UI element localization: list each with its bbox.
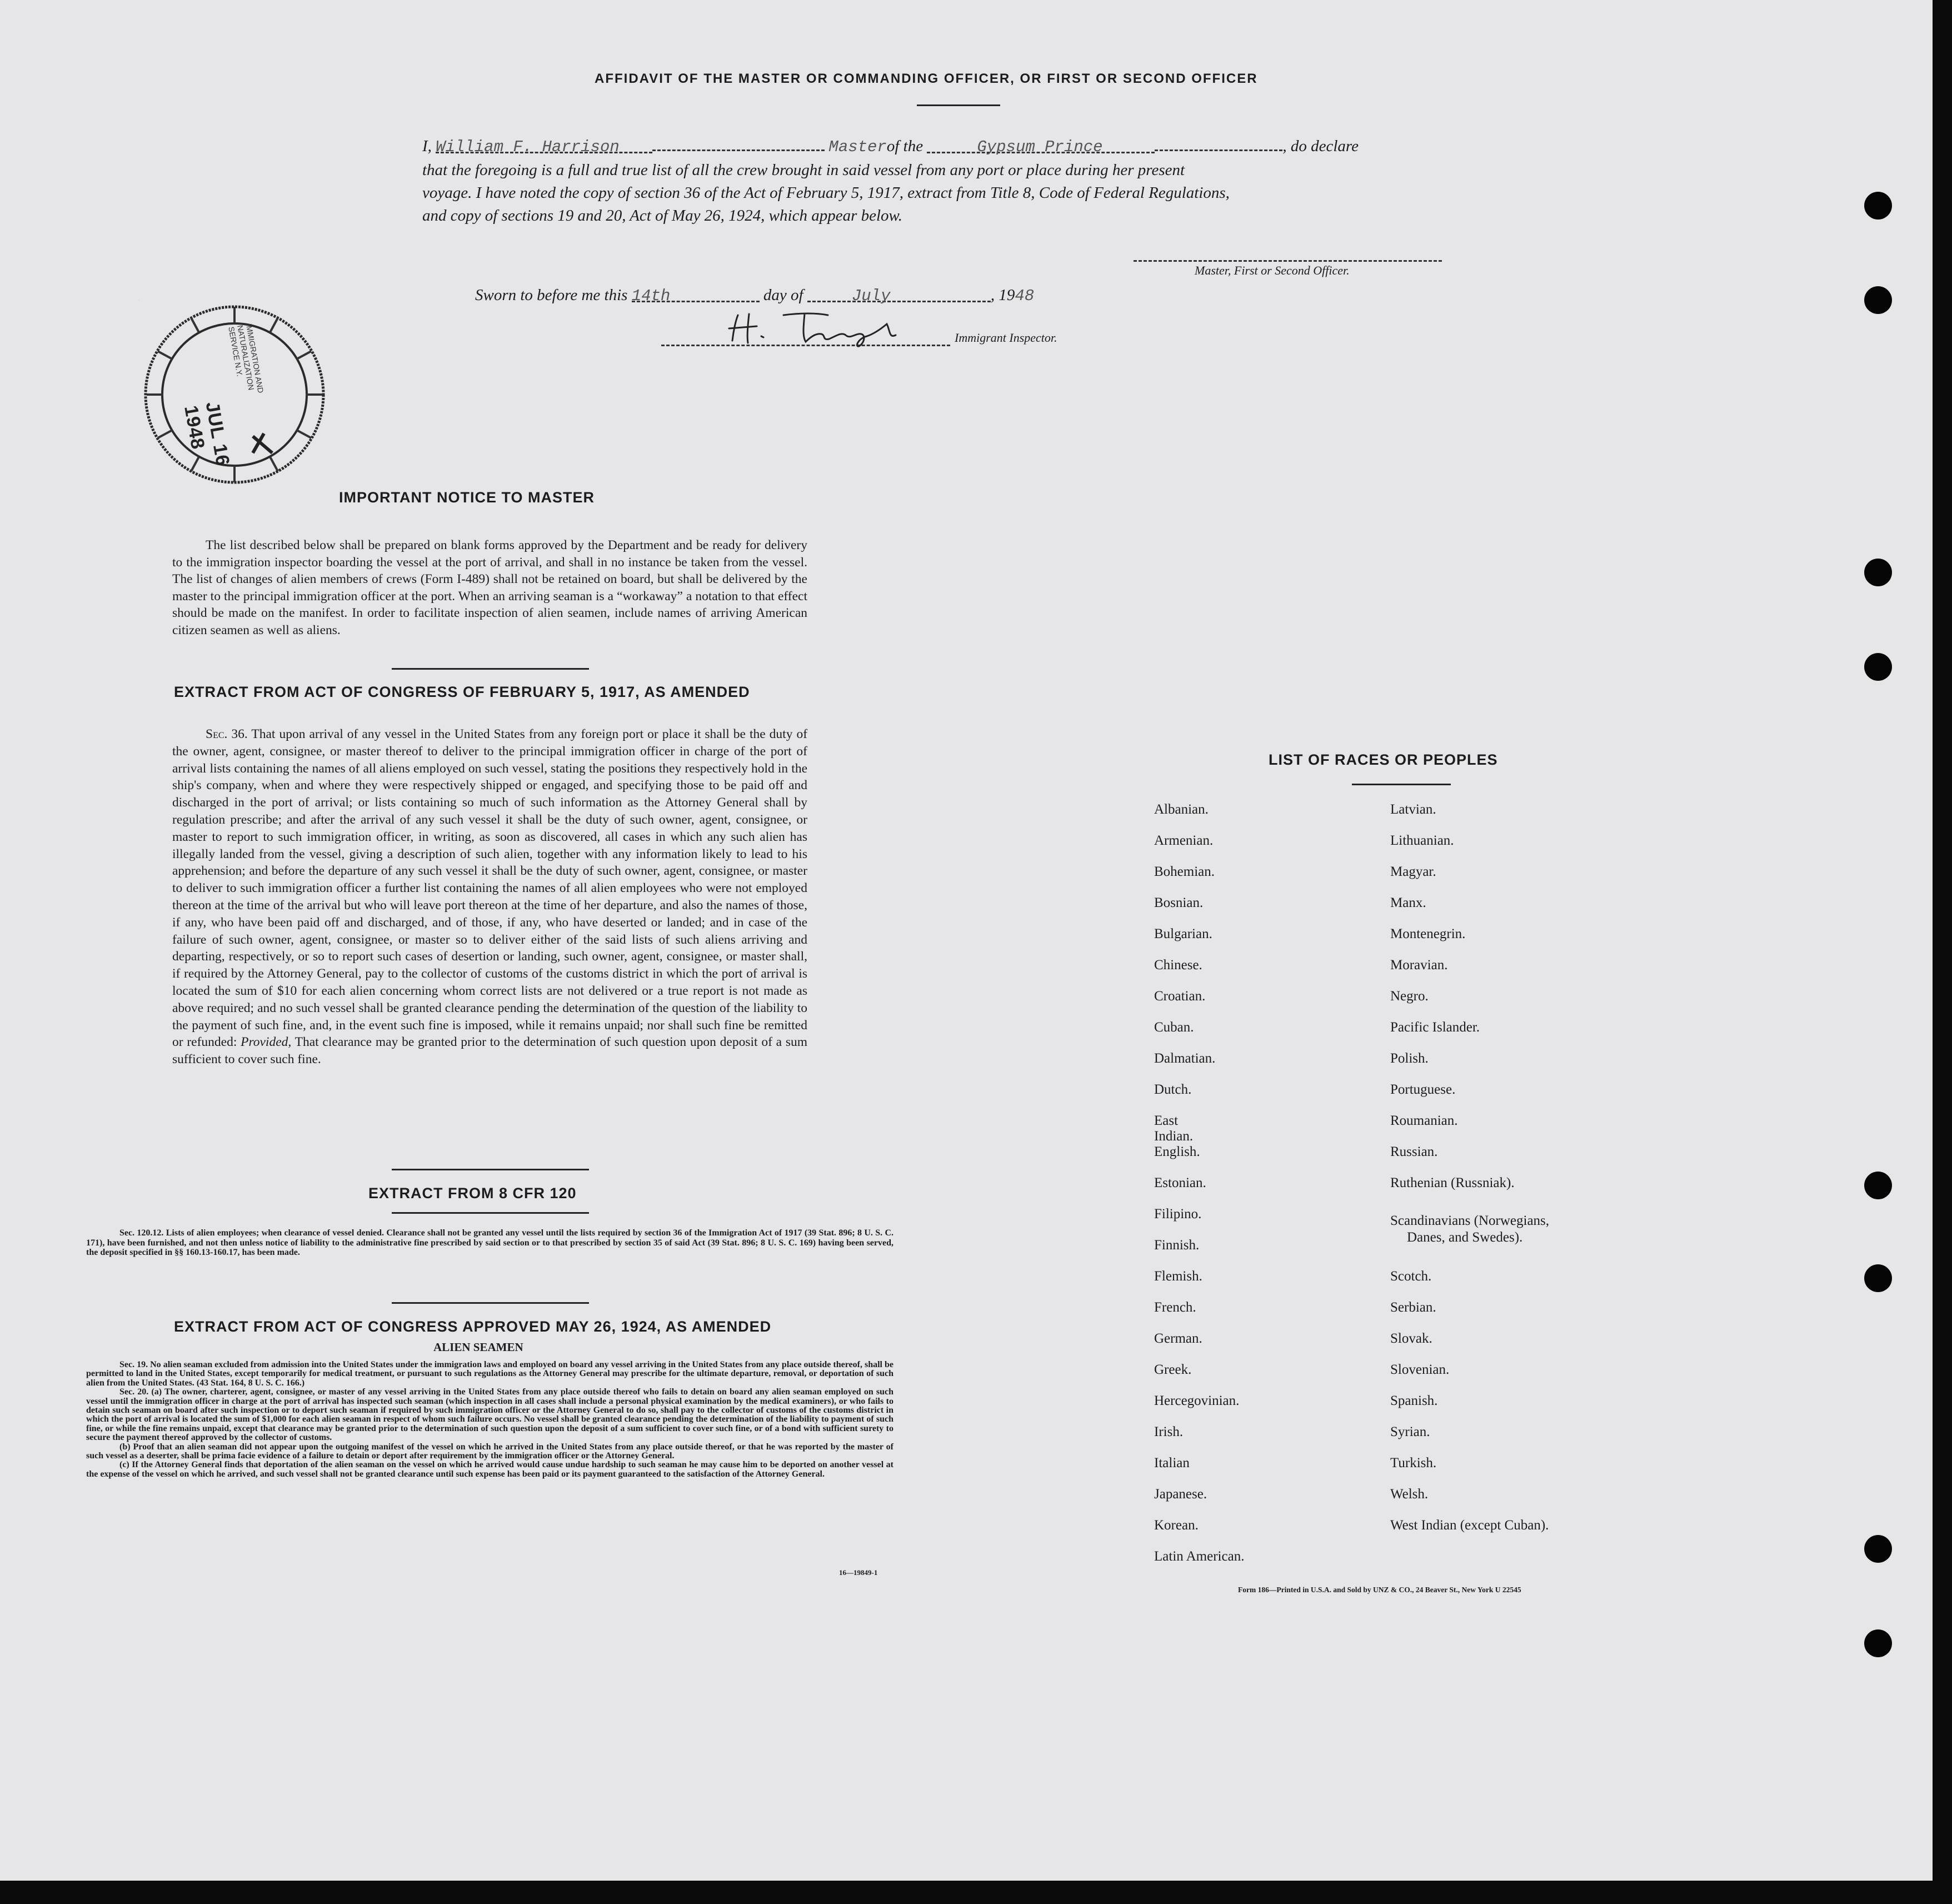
sec-36-text-b: That clearance may be granted prior to the determination of such question upon deposit of a sum sufficient to cover such fine. bbox=[172, 1035, 807, 1067]
declarant-prefix: I, bbox=[422, 137, 432, 155]
race-item: Scotch. bbox=[1390, 1269, 1432, 1284]
sec-36-label: Sec. 36. bbox=[206, 727, 248, 741]
vessel-name-field bbox=[927, 137, 1155, 156]
race-item: Cuban. bbox=[1154, 1020, 1194, 1035]
binder-hole bbox=[1864, 1629, 1892, 1657]
inspector-signature bbox=[722, 308, 933, 350]
race-item: Dutch. bbox=[1154, 1082, 1192, 1097]
divider bbox=[1352, 784, 1451, 785]
race-item: Latin American. bbox=[1154, 1549, 1245, 1564]
race-item: Welsh. bbox=[1390, 1487, 1429, 1502]
race-item: Portuguese. bbox=[1390, 1082, 1456, 1097]
month-value: July bbox=[851, 287, 891, 305]
race-item: Bulgarian. bbox=[1154, 926, 1212, 941]
race-item: Slovak. bbox=[1390, 1331, 1432, 1346]
affidavit-line-2: that the foregoing is a full and true list of all the crew brought in said vessel from any port or place during her present bbox=[422, 161, 1185, 179]
race-item: Bohemian. bbox=[1154, 864, 1215, 879]
master-signature-line bbox=[1134, 260, 1442, 262]
binder-hole bbox=[1864, 1172, 1892, 1199]
race-item: Turkish. bbox=[1390, 1456, 1437, 1471]
race-item: Serbian. bbox=[1390, 1300, 1436, 1315]
race-item: Estonian. bbox=[1154, 1175, 1206, 1190]
race-item: Russian. bbox=[1390, 1144, 1438, 1159]
divider bbox=[392, 1302, 589, 1304]
race-item: Armenian. bbox=[1154, 833, 1214, 848]
binder-hole bbox=[1864, 286, 1892, 314]
year-value: 48 bbox=[1015, 287, 1035, 305]
cfr-body: Sec. 120.12. Lists of alien employees; when clearance of vessel denied. Clearance shall not be granted any vessel until the lists required by section 36 of the Immigration Act of 1917 (39 Stat. 896; 8 U. S. C. 171), have been furnished, and not then unless notice of liability to the administrative fine prescribed by said section or to that prescribed by section 35 of said Act (39 Stat. 896; 8 U. S. C. 169) having been served, the deposit specified in §§ 160.13-160.17, has been made. bbox=[86, 1228, 893, 1257]
race-item: Chinese. bbox=[1154, 958, 1202, 973]
sec-20c-text: (c) If the Attorney General finds that deportation of the alien seaman on the vessel on which he arrived would cause undue hardship to such seaman he may cause him to be deported on another vessel at the expense of the vessel on which he arrived, and such vessel shall not be granted clearance until such expense has been paid or its payment guaranteed to the satisfaction of the Attorney General. bbox=[86, 1460, 893, 1479]
race-item: Albanian. bbox=[1154, 802, 1209, 817]
master-caption: Master, First or Second Officer. bbox=[1195, 263, 1350, 277]
form-code: 16—19849-1 bbox=[839, 1568, 878, 1577]
divider bbox=[917, 104, 1000, 106]
sec-20a-text: Sec. 20. (a) The owner, charterer, agent, consignee, or master of any vessel arriving in the United States from any place outside thereof who fails to detain on board any alien seaman employed on such vessel until the immigration officer in charge at the port of arrival has inspected such seaman (which inspection in all cases shall include a personal physical examination by the medical examiners), or who fails to detain such seaman on board after such inspection or to deport such seaman if required by such immigration officer or the Attorney General to do so, shall pay to the collector of customs of the customs district in which the port of arrival is located the sum of $1,000 for each alien seaman in respect of whom such failure occurs. No vessel shall be granted clearance pending the determination of the liability to payment of such fine, or while the fine remains unpaid, except that clearance may be granted prior to the determination of such question upon the deposit of a sum sufficient to cover such fine, or of a bond with sufficient surety to secure the payment thereof approved by the collector of customs. bbox=[86, 1387, 893, 1443]
race-item: Manx. bbox=[1390, 895, 1426, 910]
declarant-name-field bbox=[436, 137, 652, 156]
race-item: Finnish. bbox=[1154, 1238, 1200, 1253]
race-item: Montenegrin. bbox=[1390, 926, 1466, 941]
sec-19-text: Sec. 19. No alien seaman excluded from admission into the United States under the immigration laws and employed on board any vessel arriving in the United States from any place outside thereof, shall be permitted to land in the United States, except temporarily for medical treatment, or pursuant to such regulations as the Attorney General may prescribe for the ultimate departure, removal, or deportation of such alien from the United States. (43 Stat. 164, 8 U. S. C. 166.) bbox=[86, 1360, 893, 1388]
divider bbox=[392, 668, 589, 670]
binder-hole bbox=[1864, 1264, 1892, 1292]
printer-footer: Form 186—Printed in U.S.A. and Sold by UNZ & CO., 24 Beaver St., New York U 22545 bbox=[1238, 1586, 1521, 1594]
stamp-date: JUL 16 1948 bbox=[180, 400, 234, 468]
race-item: Roumanian. bbox=[1390, 1113, 1458, 1128]
race-item: Italian bbox=[1154, 1456, 1190, 1471]
inspector-caption: Immigrant Inspector. bbox=[955, 331, 1057, 345]
race-item: Moravian. bbox=[1390, 958, 1448, 973]
race-item: Croatian. bbox=[1154, 989, 1206, 1004]
race-item: German. bbox=[1154, 1331, 1202, 1346]
sworn-label: Sworn to before me this bbox=[475, 286, 628, 304]
race-item: French. bbox=[1154, 1300, 1196, 1315]
of-the-label: of the bbox=[886, 137, 923, 155]
notice-heading: IMPORTANT NOTICE TO MASTER bbox=[339, 489, 595, 506]
day-field bbox=[631, 286, 760, 305]
day-of-label: day of bbox=[763, 286, 803, 304]
extract-1924-heading: EXTRACT FROM ACT OF CONGRESS APPROVED MAY 26, 1924, AS AMENDED bbox=[174, 1318, 772, 1335]
month-field bbox=[807, 286, 991, 305]
notice-body: The list described below shall be prepared on blank forms approved by the Department and be ready for delivery to the immigration inspector boarding the vessel at the port of arrival, and shall in no instance be taken from the vessel. The list of changes of alien members of crews (Form I-489) shall not be retained on board, but shall be delivered by the master to the principal immigration officer at the port. When an arriving seaman is a “workaway” a notation to that effect should be made on the manifest. In order to facilitate inspection of alien seamen, include names of arriving American citizen seamen as well as aliens. bbox=[172, 538, 807, 637]
race-item: Filipino. bbox=[1154, 1207, 1202, 1222]
extract-1917-heading: EXTRACT FROM ACT OF CONGRESS OF FEBRUARY 5, 1917, AS AMENDED bbox=[174, 684, 750, 700]
race-item: Negro. bbox=[1390, 989, 1429, 1004]
sec-20b-text: (b) Proof that an alien seaman did not appear upon the outgoing manifest of the vessel on which he arrived in the United States from any place outside thereof, or that he was reported by the master of such vessel as a deserter, shall be prima facie evidence of a failure to detain or deport after requirement by the immigration officer or the Attorney General. bbox=[86, 1442, 893, 1461]
race-item: Hercegovinian. bbox=[1154, 1393, 1240, 1408]
affidavit-heading: AFFIDAVIT OF THE MASTER OR COMMANDING OFFICER, OR FIRST OR SECOND OFFICER bbox=[595, 71, 1258, 86]
race-item: Spanish. bbox=[1390, 1393, 1438, 1408]
blank-line bbox=[1155, 135, 1282, 151]
race-item: Slovenian. bbox=[1390, 1362, 1450, 1377]
sworn-line bbox=[475, 286, 1034, 305]
races-heading: LIST OF RACES OR PEOPLES bbox=[1269, 751, 1498, 768]
race-item: Dalmatian. bbox=[1154, 1051, 1216, 1066]
race-item: Ruthenian (Russniak). bbox=[1390, 1175, 1515, 1190]
race-item: Japanese. bbox=[1154, 1487, 1207, 1502]
race-item: Syrian. bbox=[1390, 1424, 1430, 1439]
race-item: Pacific Islander. bbox=[1390, 1020, 1480, 1035]
race-item: Latvian. bbox=[1390, 802, 1436, 817]
extract-1917-body bbox=[172, 726, 807, 1068]
affidavit-line-4: and copy of sections 19 and 20, Act of May 26, 1924, which appear below. bbox=[422, 207, 902, 225]
race-item: Irish. bbox=[1154, 1424, 1184, 1439]
affidavit-line-3: voyage. I have noted the copy of section 36 of the Act of February 5, 1917, extract from Title 8, Code of Federal Regulations, bbox=[422, 184, 1230, 202]
immigration-date-stamp bbox=[139, 300, 331, 489]
vessel-name: Gypsum Prince bbox=[977, 138, 1103, 156]
binder-hole bbox=[1864, 192, 1892, 220]
divider bbox=[392, 1212, 589, 1214]
race-item: Greek. bbox=[1154, 1362, 1192, 1377]
race-item: West Indian (except Cuban). bbox=[1390, 1518, 1549, 1533]
race-item: Magyar. bbox=[1390, 864, 1436, 879]
race-item: Flemish. bbox=[1154, 1269, 1202, 1284]
cfr-heading: EXTRACT FROM 8 CFR 120 bbox=[368, 1185, 577, 1202]
sec-36-text-a: That upon arrival of any vessel in the United States from any foreign port or place it shall be the duty of the owner, agent, consignee, or master thereof to deliver to the principal immigration officer in charge of the port of arrival lists containing the names of all aliens employed on such vessel, stating the positions they respectively hold in the ship's company, when and where they were respectively shipped or engaged, and specifying those to be paid off and discharged in the port of arrival; or lists containing so much of such information as the Attorney General shall by regulation prescribe; and after the arrival of any such vessel it shall be the duty of such owner, agent, consignee, or master to report to such immigration officer, in writing, as soon as discovered, all cases in which any such alien has illegally landed from the vessel, giving a description of such alien, together with any information likely to lead to his apprehension; and before the departure of any such vessel it shall be the duty of such owner, agent, consignee, or master to deliver to such immigration officer a further list containing the names of all alien employees who were not employed thereon at the time of the arrival but who will leave port thereon at the time of her departure, and also the names of those, if any, who have been paid off and discharged, and of those, if any, who have deserted or landed; and in case of the failure of such owner, agent, consignee, or master so to deliver either of the said lists of such aliens arriving and departing, respectively, or so to report such cases of desertion or landing, such owner, agent, consignee, or master shall, if required by the Attorney General, pay to the collector of customs of the customs district in which the port of arrival is located the sum of $10 for each alien concerning whom correct lists are not delivered or a true report is not made as above required; and no such vessel shall be granted clearance pending the determination of the question of the liability to the payment of such fine, and, in the event such fine is imposed, while it remains unpaid; nor shall such fine be remitted or refunded: bbox=[172, 727, 808, 1050]
binder-hole bbox=[1864, 559, 1892, 586]
provided-word: Provided, bbox=[241, 1035, 292, 1050]
stamp-agency: IMMIGRATION AND NATURALIZATION SERVICE N.Y. bbox=[227, 322, 266, 394]
race-item: East Indian. bbox=[1154, 1113, 1194, 1144]
affidavit-line-1 bbox=[422, 135, 1472, 156]
divider bbox=[392, 1169, 589, 1170]
day-value: 14th bbox=[631, 287, 671, 305]
race-item: Korean. bbox=[1154, 1518, 1199, 1533]
binder-hole bbox=[1864, 653, 1892, 681]
declarant-title: Master bbox=[828, 138, 887, 156]
race-item: Bosnian. bbox=[1154, 895, 1204, 910]
race-item: English. bbox=[1154, 1144, 1200, 1159]
race-item: Polish. bbox=[1390, 1051, 1429, 1066]
alien-seamen-subheading: ALIEN SEAMEN bbox=[433, 1340, 523, 1354]
extract-1924-body bbox=[86, 1360, 893, 1479]
year-prefix: , 19 bbox=[990, 286, 1015, 304]
race-item: Danes, and Swedes). bbox=[1407, 1230, 1523, 1245]
do-declare-label: , do declare bbox=[1282, 137, 1359, 155]
race-item: Scandinavians (Norwegians, bbox=[1390, 1213, 1550, 1228]
binder-hole bbox=[1864, 1535, 1892, 1563]
declarant-name: William F. Harrison bbox=[436, 138, 620, 156]
blank-line bbox=[652, 135, 825, 151]
race-item: Lithuanian. bbox=[1390, 833, 1454, 848]
